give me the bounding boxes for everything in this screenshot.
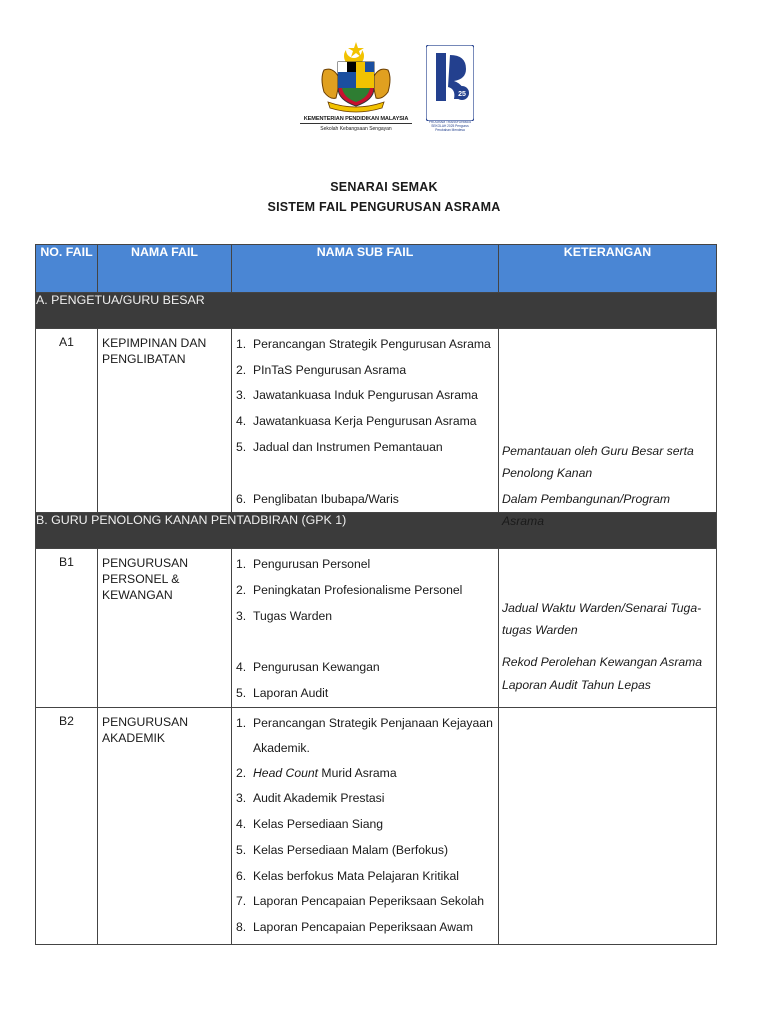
- list-item: 6. Kelas berfokus Mata Pelajaran Kritikal: [236, 868, 459, 883]
- ministry-name: KEMENTERIAN PENDIDIKAN MALAYSIA: [300, 116, 412, 124]
- list-spacer: [236, 629, 494, 655]
- column-header-no-fail: NO. FAIL: [36, 245, 98, 293]
- sub-file-list: [232, 329, 499, 513]
- list-item: 4. Kelas Persediaan Siang: [236, 817, 384, 832]
- section-label: A. PENGETUA/GURU BESAR: [36, 293, 717, 329]
- list-item: 6. Penglibatan Ibubapa/Waris: [236, 491, 399, 506]
- remark-text: Rekod Perolehan Kewangan Asrama: [502, 655, 703, 670]
- column-header-nama-fail: NAMA FAIL: [98, 245, 232, 293]
- table-header-row: [36, 245, 717, 293]
- list-spacer: [236, 461, 494, 487]
- list-item: 2. PInTaS Pengurusan Asrama: [236, 362, 407, 377]
- remark-text: Dalam Pembangunan/Program Asrama: [502, 492, 671, 528]
- file-name: PENGURUSAN AKADEMIK: [98, 707, 232, 944]
- table-row-b2: [36, 707, 717, 944]
- file-code: B1: [36, 549, 98, 708]
- title-line-2: SISTEM FAIL PENGURUSAN ASRAMA: [267, 200, 501, 214]
- document-title: [0, 177, 768, 217]
- remark-text: Pemantauan oleh Guru Besar serta Penolong Kanan: [502, 444, 694, 480]
- list-item: 8. Laporan Pencapaian Peperiksaan Awam: [236, 919, 473, 934]
- list-item: 4. Jawatankuasa Kerja Pengurusan Asrama: [236, 414, 477, 429]
- list-item: 5. Laporan Audit: [236, 686, 329, 701]
- coat-of-arms-logo: [302, 40, 410, 170]
- table-row-a1: [36, 329, 717, 513]
- table-row-b1: [36, 549, 717, 708]
- list-item: 7. Laporan Pencapaian Peperiksaan Sekolah: [236, 894, 485, 909]
- list-item: 4. Pengurusan Kewangan: [236, 660, 380, 675]
- header-logos: [300, 40, 480, 170]
- list-item: 1. Pengurusan Personel: [236, 557, 371, 572]
- badge-caption: PROGRAM TRANSFORMASI SEKOLAH 2025 Pengurus Perubahan Mendesa: [428, 120, 472, 132]
- list-item: 3. Audit Akademik Prestasi: [236, 791, 385, 806]
- list-item: 5. Jadual dan Instrumen Pemantauan: [236, 439, 443, 454]
- badge-number: 25: [458, 91, 466, 98]
- list-item: 1. Perancangan Strategik Penjanaan Kejayaan Akademik.: [236, 715, 493, 755]
- remarks-cell: [499, 549, 717, 708]
- section-row-a: [36, 293, 717, 329]
- list-item: 2. Head Count Murid Asrama: [236, 765, 397, 780]
- section-label: B. GURU PENOLONG KANAN PENTADBIRAN (GPK 1): [36, 513, 717, 549]
- column-header-keterangan: KETERANGAN: [499, 245, 717, 293]
- file-code: A1: [36, 329, 98, 513]
- column-header-nama-sub-fail: NAMA SUB FAIL: [232, 245, 499, 293]
- list-item: 5. Kelas Persediaan Malam (Berfokus): [236, 842, 449, 857]
- school-name: Sekolah Kebangsaan Sengayan: [320, 126, 392, 132]
- file-code: B2: [36, 707, 98, 944]
- ministry-caption: [300, 116, 412, 132]
- remarks-cell: [499, 329, 717, 528]
- file-name: PENGURUSAN PERSONEL & KEWANGAN: [98, 549, 232, 708]
- list-item: 3. Jawatankuasa Induk Pengurusan Asrama: [236, 388, 478, 403]
- list-item: 3. Tugas Warden: [236, 608, 333, 623]
- list-item: 2. Peningkatan Profesionalisme Personel: [236, 582, 463, 597]
- remarks-cell: [499, 707, 717, 944]
- remark-text: Jadual Waktu Warden/Senarai Tuga-tugas Warden: [502, 601, 702, 638]
- file-name: KEPIMPINAN DAN PENGLIBATAN: [98, 329, 232, 513]
- remark-text: Laporan Audit Tahun Lepas: [502, 678, 651, 693]
- sub-file-list: [232, 549, 499, 708]
- title-line-1: SENARAI SEMAK: [330, 180, 438, 194]
- checklist-table: [35, 244, 717, 945]
- list-item: 1. Perancangan Strategik Pengurusan Asrama: [236, 337, 491, 351]
- sub-file-list: [232, 707, 499, 944]
